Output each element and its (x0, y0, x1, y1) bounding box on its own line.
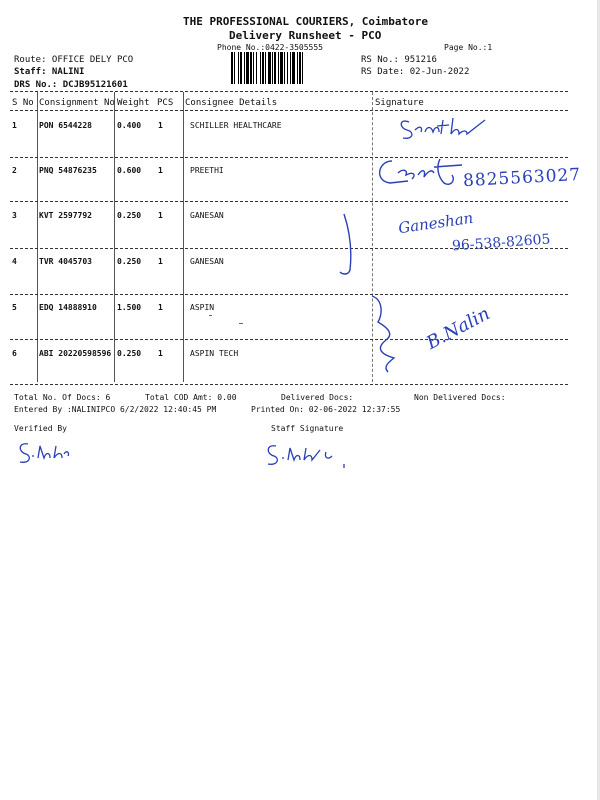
row-6-weight: 0.250 (117, 349, 142, 358)
row-3-weight: 0.250 (117, 211, 142, 220)
signature-row-1 (395, 112, 505, 144)
company-name: THE PROFESSIONAL COURIERS, Coimbatore (183, 15, 429, 28)
row-1-consignment: PON 6544228 (39, 121, 92, 130)
row-4-pcs: 1 (158, 257, 163, 266)
row-3-consignment: KVT 2597792 (39, 211, 92, 220)
printed-on: Printed On: 02-06-2022 12:37:55 (251, 405, 401, 414)
row-1-weight: 0.400 (117, 121, 142, 130)
table-bottom-rule (10, 384, 568, 385)
row-6-sno: 6 (12, 349, 17, 358)
row-2-consignment: PNQ 54876235 (39, 166, 97, 175)
handwritten-bracket-mark (336, 212, 360, 280)
column-header-sno: S No (12, 98, 34, 108)
row-5-consignee: ASPIN (190, 303, 215, 312)
drs-number: DRS No.: DCJB95121601 (14, 80, 128, 90)
rs-number: RS No.: 951216 (361, 55, 437, 65)
barcode (231, 52, 361, 84)
handwritten-signature-3: Ganeshan (397, 208, 475, 238)
stray-mark (209, 315, 212, 316)
row-separator (10, 339, 568, 340)
row-4-weight: 0.250 (117, 257, 142, 266)
delivered-docs: Delivered Docs: (281, 393, 354, 402)
handwritten-phone-3: 96-538-82605 (451, 231, 551, 255)
total-cod-amount: Total COD Amt: 0.00 (145, 393, 237, 402)
column-header-consignment: Consignment No (39, 98, 115, 108)
signature-row-2 (374, 153, 464, 195)
row-2-consignee: PREETHI (190, 166, 224, 175)
row-6-consignee: ASPIN TECH (190, 349, 239, 358)
row-5-pcs: 1 (158, 303, 163, 312)
row-6-consignment: ABI 20220598596 (39, 349, 112, 358)
row-2-sno: 2 (12, 166, 17, 175)
row-2-pcs: 1 (158, 166, 163, 175)
row-4-sno: 4 (12, 257, 17, 266)
row-5-sno: 5 (12, 303, 17, 312)
row-4-consignment: TVR 4045703 (39, 257, 92, 266)
entered-by: Entered By :NALINIPCO 6/2/2022 12:40:45 PM (14, 405, 217, 414)
column-header-weight: Weight (117, 98, 150, 108)
verified-by-label: Verified By (14, 424, 67, 433)
table-top-rule (10, 91, 568, 92)
row-1-pcs: 1 (158, 121, 163, 130)
rs-date: RS Date: 02-Jun-2022 (361, 67, 470, 77)
handwritten-bracket-mark (366, 294, 402, 376)
staff-signature-label: Staff Signature (271, 424, 344, 433)
verifier-signature (16, 440, 78, 468)
page-number: Page No.:1 (444, 43, 493, 52)
row-6-pcs: 1 (158, 349, 163, 358)
row-1-consignee: SCHILLER HEALTHCARE (190, 121, 282, 130)
row-separator (10, 201, 568, 202)
table-header-rule (10, 110, 568, 111)
row-1-sno: 1 (12, 121, 17, 130)
total-docs: Total No. Of Docs: 6 (14, 393, 111, 402)
staff-label: Staff: NALINI (14, 67, 85, 77)
document-title: Delivery Runsheet - PCO (229, 29, 382, 42)
row-3-sno: 3 (12, 211, 17, 220)
non-delivered-docs: Non Delivered Docs: (414, 393, 506, 402)
row-4-consignee: GANESAN (190, 257, 224, 266)
phone-number: Phone No.:0422-3505555 (217, 43, 323, 52)
column-header-pcs: PCS (157, 98, 174, 108)
row-separator (10, 294, 568, 295)
row-5-consignment: EDQ 14888910 (39, 303, 97, 312)
stray-mark (239, 323, 243, 324)
column-header-consignee: Consignee Details (185, 98, 278, 108)
column-header-signature: Signature (375, 98, 424, 108)
row-5-weight: 1.500 (117, 303, 142, 312)
handwritten-phone-1: 8825563027 (462, 164, 582, 192)
row-3-consignee: GANESAN (190, 211, 224, 220)
handwritten-signature-5: B.Nalin (423, 303, 494, 354)
route-label: Route: OFFICE DELY PCO (14, 55, 134, 65)
staff-signature (264, 440, 360, 472)
row-3-pcs: 1 (158, 211, 163, 220)
row-2-weight: 0.600 (117, 166, 142, 175)
row-separator (10, 157, 568, 158)
